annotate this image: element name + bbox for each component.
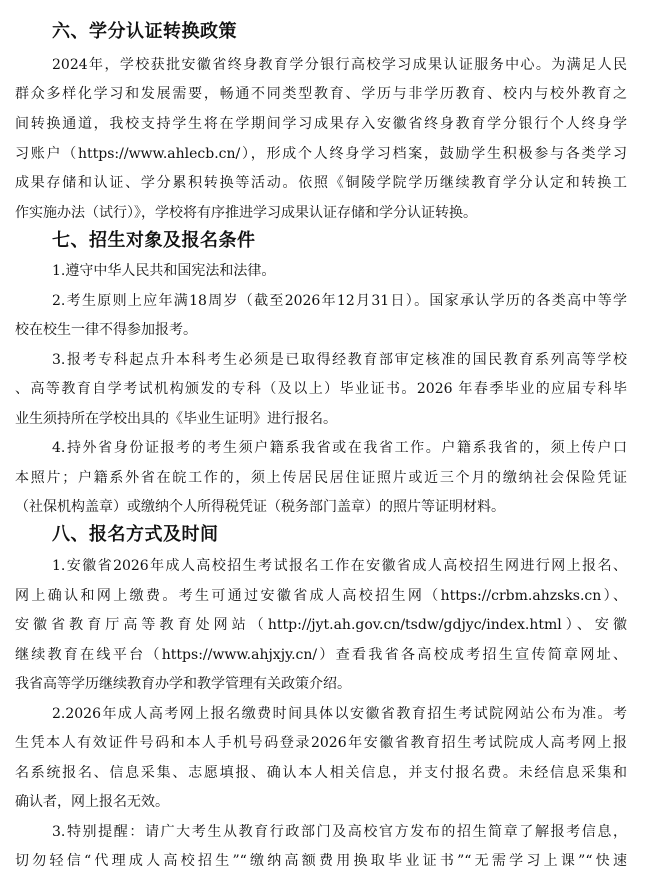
paragraph-line: 3.特别提醒：请广大考生从教育行政部门及高校官方发布的招生简章了解报考信息，	[52, 824, 627, 840]
paragraph-line: 继续教育在线平台（https://www.ahjxjy.cn/）查看我省各高校成考招生宣传简章网址、	[15, 647, 627, 663]
paragraph-line: 网上确认和网上缴费。考生可通过安徽省成人高校招生网（https://crbm.ahzsks.cn）、	[15, 588, 627, 604]
paragraph-line: 4.持外省身份证报考的考生须户籍系我省或在我省工作。户籍系我省的，须上传户口	[52, 440, 627, 456]
paragraph-line: 我省高等学历继续教育办学和教学管理有关政策介绍。	[15, 676, 351, 692]
paragraph-line: 习账户（https://www.ahlecb.cn/），形成个人终身学习档案，鼓励学生积极参与各类学习	[15, 146, 627, 162]
paragraph-line: 安徽省教育厅高等教育处网站（http://jyt.ah.gov.cn/tsdw/gdjyc/index.html）、安徽	[15, 617, 627, 633]
paragraph-line: 1.安徽省2026年成人高校招生考试报名工作在安徽省成人高校招生网进行网上报名、	[52, 558, 627, 574]
paragraph-line: 本照片；户籍系外省在皖工作的，须上传居民居住证照片或近三个月的缴纳社会保险凭证	[15, 470, 627, 486]
paragraph-line: 2.2026年成人高考网上报名缴费时间具体以安徽省教育招生考试院网站公布为准。考	[52, 706, 627, 722]
paragraph-line: 业生须持所在学校出具的《毕业生证明》进行报名。	[15, 411, 337, 427]
paragraph-line: 校在校生一律不得参加报考。	[15, 322, 197, 338]
paragraph-line: 间转换通道，我校支持学生将在学期间学习成果存入安徽省终身教育学分银行个人终身学	[15, 116, 627, 132]
section-heading-registration: 八、报名方式及时间	[52, 524, 219, 545]
section-heading-credit-policy: 六、学分认证转换政策	[52, 21, 237, 42]
paragraph-line: 生凭本人有效证件号码和本人手机号码登录2026年安徽省教育招生考试院成人高考网上报	[15, 735, 627, 751]
paragraph-line: 确认者，网上报名无效。	[15, 794, 169, 810]
section-heading-eligibility: 七、招生对象及报名条件	[52, 230, 256, 251]
paragraph-line: 2024年，学校获批安徽省终身教育学分银行高校学习成果认证服务中心。为满足人民	[52, 57, 627, 73]
paragraph-line: 群众多样化学习和发展需要，畅通不同类型教育、学历与非学历教育、校内与校外教育之	[15, 86, 627, 102]
paragraph-line: 2.考生原则上应年满18周岁（截至2026年12月31日）。国家承认学历的各类高中等学	[52, 293, 627, 309]
paragraph-line: 成果存储和认证、学分累积转换等活动。依照《铜陵学院学历继续教育学分认定和转换工	[15, 175, 627, 191]
paragraph-line: 3.报考专科起点升本科考生必须是已取得经教育部审定核准的国民教育系列高等学校	[52, 352, 627, 368]
paragraph-line: 、高等教育自学考试机构颁发的专科（及以上）毕业证书。2026 年春季毕业的应届专科毕	[15, 381, 627, 397]
paragraph-line: （社保机构盖章）或缴纳个人所得税凭证（税务部门盖章）的照片等证明材料。	[15, 499, 505, 515]
paragraph-line: 1.遵守中华人民共和国宪法和法律。	[52, 263, 276, 279]
paragraph-line: 切勿轻信“代理成人高校招生”“缴纳高额费用换取毕业证书”“无需学习上课”“快速	[15, 853, 627, 869]
paragraph-line: 名系统报名、信息采集、志愿填报、确认本人相关信息，并支付报名费。未经信息采集和	[15, 765, 627, 781]
paragraph-line: 作实施办法（试行）》，学校将有序推进学习成果认证存储和学分认证转换。	[15, 205, 477, 221]
